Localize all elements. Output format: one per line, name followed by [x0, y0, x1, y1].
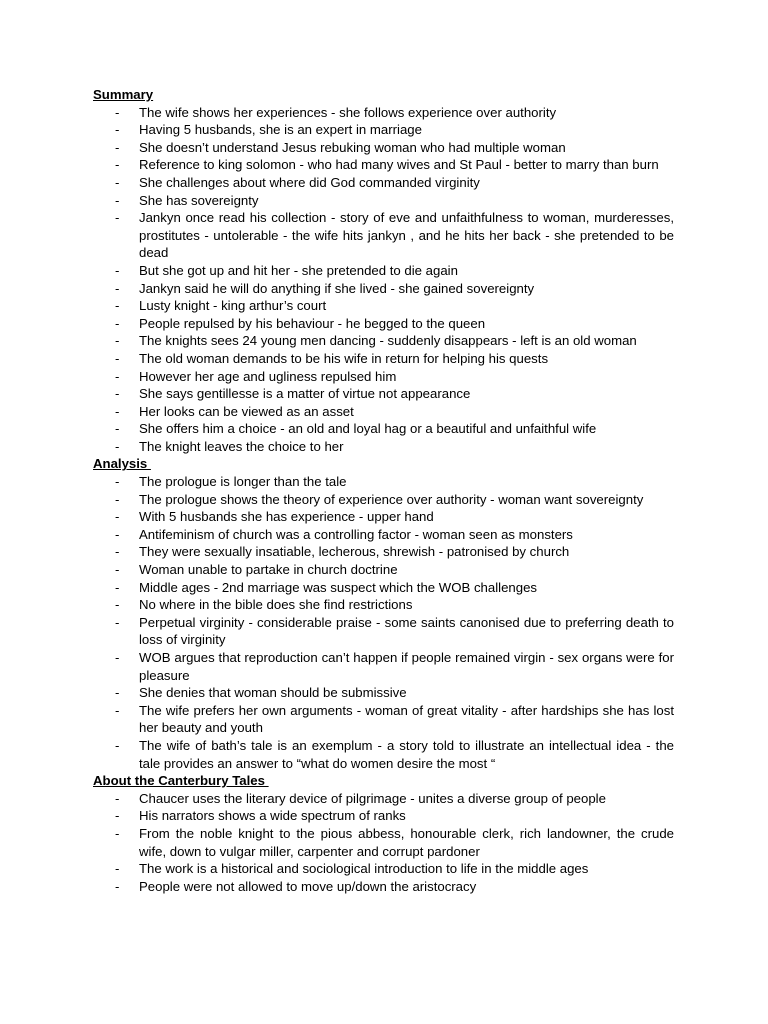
bullet-dash: -: [115, 491, 120, 507]
list-item-text: With 5 husbands she has experience - upper hand: [139, 509, 434, 525]
bullet-dash: -: [115, 157, 120, 173]
bullet-dash: -: [115, 139, 120, 155]
bullet-dash: -: [115, 579, 120, 595]
section-heading-about-canterbury-tales: About the Canterbury Tales: [93, 773, 269, 789]
list-item: [93, 684, 674, 702]
list-item: [93, 596, 674, 614]
bullet-dash: -: [115, 122, 120, 138]
list-item-text: The old woman demands to be his wife in return for helping his quests: [139, 350, 549, 366]
list-item-text: The prologue shows the theory of experience over authority - woman want sovereignty: [139, 491, 644, 507]
list-item-text: She doesn’t understand Jesus rebuking woman who had multiple woman: [139, 139, 566, 155]
list-item-text: She has sovereignty: [139, 192, 259, 208]
list-item: [93, 262, 674, 280]
bullet-dash: -: [115, 861, 120, 877]
list-item-text: Having 5 husbands, she is an expert in marriage: [139, 122, 422, 138]
section-heading-analysis: Analysis: [93, 456, 151, 472]
section-heading-summary: Summary: [93, 87, 154, 102]
bullet-dash: -: [115, 650, 120, 665]
list-item-text: The knights sees 24 young men dancing - suddenly disappears - left is an old woman: [139, 333, 637, 349]
list-item: [93, 139, 674, 157]
list-item-text: Middle ages - 2nd marriage was suspect which the WOB challenges: [139, 579, 538, 595]
bullet-dash: -: [115, 808, 120, 824]
list-item: [93, 737, 674, 772]
list-item-text: Chaucer uses the literary device of pilgrimage - unites a diverse group of people: [139, 790, 606, 806]
list-item-text: People were not allowed to move up/down the aristocracy: [139, 878, 477, 894]
bullet-dash: -: [115, 262, 120, 278]
list-item-text: No where in the bible does she find restrictions: [139, 597, 413, 613]
document-page: [93, 86, 674, 895]
list-item-text: The wife of bath’s tale is an exemplum - a story told to illustrate an intellectual idea - the tale provides an answer to “what do women desire the most “: [139, 737, 674, 771]
list-item: [93, 104, 674, 122]
list-item: [93, 526, 674, 544]
list-item: [93, 403, 674, 421]
section-analysis: [93, 455, 674, 772]
list-item: [93, 825, 674, 860]
list-item: [93, 332, 674, 350]
list-item: [93, 878, 674, 896]
list-item: [93, 438, 674, 456]
list-item: [93, 543, 674, 561]
list-item-text: Woman unable to partake in church doctrine: [139, 562, 398, 578]
list-item: [93, 561, 674, 579]
list-item: [93, 156, 674, 174]
bullet-dash: -: [115, 438, 120, 454]
section-summary: [93, 86, 674, 455]
bullet-dash: -: [115, 614, 120, 630]
list-item: [93, 702, 674, 737]
list-item-text: Perpetual virginity - considerable praise - some saints canonised due to preferring death to loss of virginity: [139, 614, 674, 648]
list-item-text: However her age and ugliness repulsed him: [139, 368, 397, 384]
list-item: [93, 209, 674, 262]
list-item: [93, 368, 674, 386]
bullet-dash: -: [115, 878, 120, 894]
list-item: [93, 385, 674, 403]
bullet-dash: -: [115, 104, 120, 120]
list-item: [93, 807, 674, 825]
list-item: [93, 579, 674, 597]
section-about-canterbury-tales: [93, 772, 674, 895]
bullet-dash: -: [115, 509, 120, 525]
list-item: [93, 280, 674, 298]
bullet-dash: -: [115, 737, 120, 753]
bullet-dash: -: [115, 174, 120, 190]
bullet-dash: -: [115, 368, 120, 384]
bullet-dash: -: [115, 825, 120, 841]
list-item-text: She offers him a choice - an old and loyal hag or a beautiful and unfaithful wife: [139, 421, 597, 437]
bullet-dash: -: [115, 386, 120, 402]
bullet-dash: -: [115, 597, 120, 613]
bullet-dash: -: [115, 315, 120, 331]
list-item-text: Her looks can be viewed as an asset: [139, 403, 354, 419]
list-item-text: WOB argues that reproduction can’t happen if people remained virgin - sex organs were for pleasure: [139, 650, 674, 683]
list-item: [93, 473, 674, 491]
list-item: [93, 315, 674, 333]
list-item-text: She says gentillesse is a matter of virtue not appearance: [139, 386, 471, 402]
list-item-text: Reference to king solomon - who had many wives and St Paul - better to marry than burn: [139, 157, 659, 173]
bullet-dash: -: [115, 280, 120, 296]
list-item: [93, 297, 674, 315]
list-item: [93, 790, 674, 808]
bullet-dash: -: [115, 298, 120, 314]
bullet-dash: -: [115, 474, 120, 490]
list-item: [93, 614, 674, 649]
list-item: [93, 174, 674, 192]
bullet-dash: -: [115, 685, 120, 701]
about-list: [93, 790, 674, 896]
list-item: [93, 420, 674, 438]
list-item-text: His narrators shows a wide spectrum of ranks: [139, 808, 406, 824]
list-item-text: Jankyn said he will do anything if she lived - she gained sovereignty: [139, 280, 535, 296]
list-item-text: Lusty knight - king arthur’s court: [139, 298, 327, 314]
list-item: [93, 350, 674, 368]
list-item: [93, 860, 674, 878]
list-item: [93, 508, 674, 526]
bullet-dash: -: [115, 192, 120, 208]
bullet-dash: -: [115, 421, 120, 437]
bullet-dash: -: [115, 210, 120, 226]
list-item-text: They were sexually insatiable, lecherous, shrewish - patronised by church: [139, 544, 570, 560]
list-item-text: She challenges about where did God commanded virginity: [139, 174, 480, 190]
list-item-text: The wife prefers her own arguments - woman of great vitality - after hardships she has lost her beauty and youth: [139, 702, 674, 736]
list-item-text: The work is a historical and sociological introduction to life in the middle ages: [139, 861, 589, 877]
bullet-dash: -: [115, 350, 120, 366]
bullet-dash: -: [115, 333, 120, 349]
list-item: [93, 649, 674, 684]
list-item: [93, 192, 674, 210]
bullet-dash: -: [115, 790, 120, 806]
list-item-text: From the noble knight to the pious abbess, honourable clerk, rich landowner, the crude wife, down to vulgar miller, carpenter and corrupt pardoner: [139, 825, 674, 859]
list-item-text: The knight leaves the choice to her: [139, 438, 344, 454]
list-item: [93, 491, 674, 509]
list-item-text: Jankyn once read his collection - story of eve and unfaithfulness to woman, murderesses, prostitutes - untolerable - the wife hits jankyn , and he hits her back - she pretended to be dead: [139, 210, 674, 261]
list-item: [93, 121, 674, 139]
bullet-dash: -: [115, 526, 120, 542]
bullet-dash: -: [115, 702, 120, 718]
bullet-dash: -: [115, 403, 120, 419]
summary-list: [93, 104, 674, 456]
list-item-text: She denies that woman should be submissive: [139, 685, 407, 701]
analysis-list: [93, 473, 674, 772]
bullet-dash: -: [115, 562, 120, 578]
list-item-text: The wife shows her experiences - she follows experience over authority: [139, 104, 557, 120]
list-item-text: But she got up and hit her - she pretended to die again: [139, 262, 458, 278]
bullet-dash: -: [115, 544, 120, 560]
list-item-text: Antifeminism of church was a controlling factor - woman seen as monsters: [139, 526, 573, 542]
list-item-text: The prologue is longer than the tale: [139, 474, 347, 490]
list-item-text: People repulsed by his behaviour - he begged to the queen: [139, 315, 486, 331]
